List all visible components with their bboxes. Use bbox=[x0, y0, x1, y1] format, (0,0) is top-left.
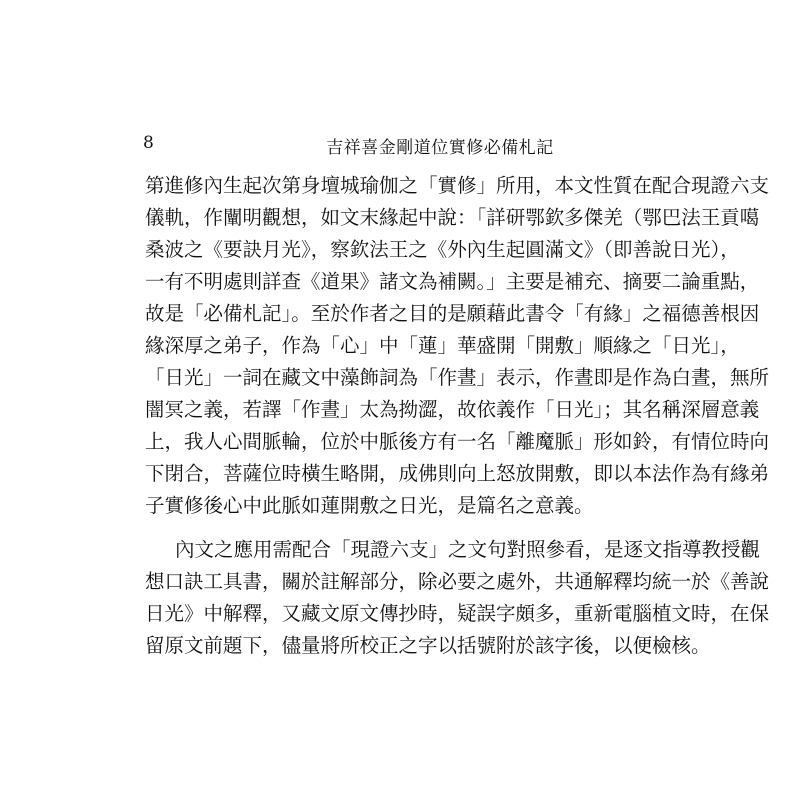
text-line: 故是「必備札記」。至於作者之目的是願藉此書令「有緣」之福德善根因 bbox=[145, 302, 760, 325]
text-line: 「日光」一詞在藏文中藻飾詞為「作晝」表示，作晝即是作為白晝，無所 bbox=[145, 366, 770, 389]
text-line: 上，我人心間脈輪，位於中脈後方有一名「離魔脈」形如鈴，有情位時向 bbox=[145, 430, 770, 453]
text-line: 緣深厚之弟子，作為「心」中「蓮」華盛開「開敷」順緣之「日光」， bbox=[145, 334, 740, 357]
running-header-title: 吉祥喜金剛道位實修必備札記 bbox=[326, 138, 554, 158]
text-line: 第進修內生起次第身壇城瑜伽之「實修」所用，本文性質在配合現證六支 bbox=[145, 174, 770, 197]
text-line: 桑波之《要訣月光》，察欽法王之《外內生起圓滿文》（即善說日光）， bbox=[145, 238, 740, 261]
text-line: 子實修後心中此脈如蓮開敷之日光，是篇名之意義。 bbox=[145, 494, 594, 517]
text-line: 想口訣工具書，關於註解部分，除必要之處外，共通解釋均統一於《善說 bbox=[145, 570, 770, 593]
text-line: 日光》中解釋，又藏文原文傳抄時，疑誤字頗多，重新電腦植文時，在保 bbox=[145, 602, 770, 625]
page-number: 8 bbox=[143, 133, 154, 153]
text-line: 下閉合，菩薩位時橫生略開，成佛則向上怒放開敷，即以本法作為有緣弟 bbox=[145, 462, 770, 485]
text-line: 儀軌，作闡明觀想，如文末緣起中說：「詳研鄂欽多傑羌（鄂巴法王貢噶 bbox=[145, 206, 760, 229]
text-line: 闇冥之義，若譯「作晝」太為拗澀，故依義作「日光」；其名稱深層意義 bbox=[145, 398, 760, 421]
text-line: 留原文前題下，儘量將所校正之字以括號附於該字後，以便檢核。 bbox=[145, 634, 711, 657]
text-line: 內文之應用需配合「現證六支」之文句對照參看，是逐文指導教授觀 bbox=[175, 538, 761, 561]
text-line: 一有不明處則詳查《道果》諸文為補闕。」主要是補充、摘要二論重點， bbox=[145, 270, 760, 293]
